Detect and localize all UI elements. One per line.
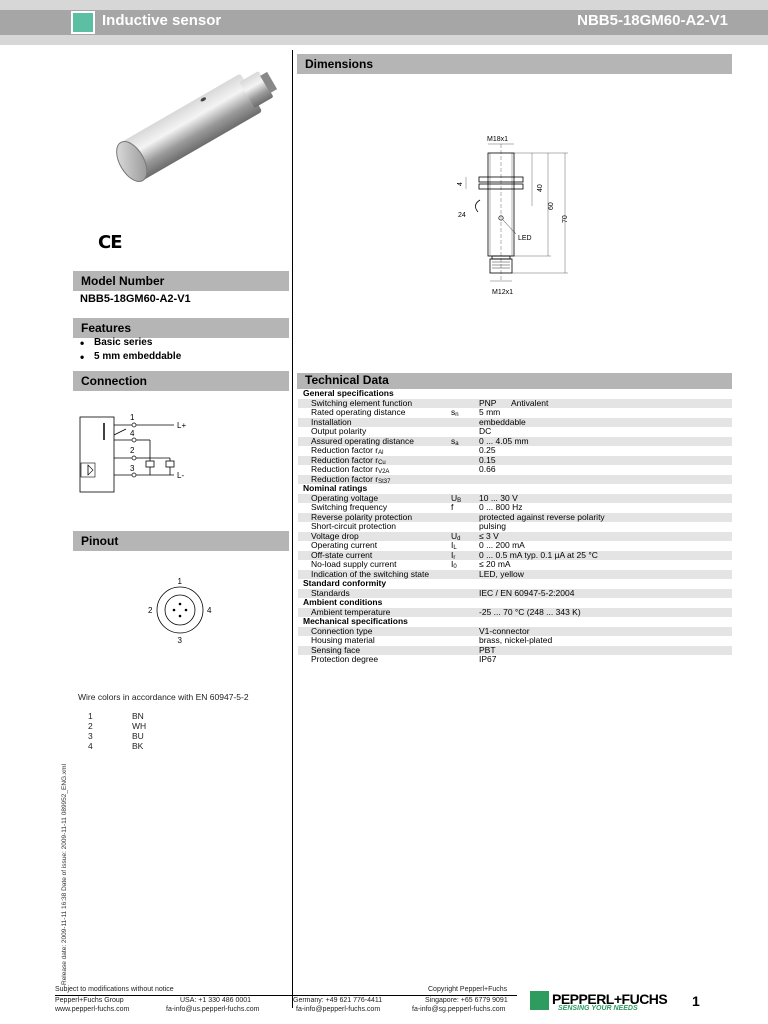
table-row: Operating voltage $U_B$ 10 ... 30 V [298,494,732,504]
table-row: Operating current $I_L$ 0 ... 200 mA [311,540,525,551]
table-category: General specifications [303,388,394,398]
dim-40-label: 40 [537,184,544,192]
technical-data-table [298,389,732,665]
table-row: 1 BN [88,711,144,721]
wrench-label: 24 [458,212,466,219]
footer-usa-email[interactable]: fa-info@us.pepperl-fuchs.com [166,1006,260,1013]
table-row: Output polarity DC [311,426,492,436]
brand-icon [530,991,549,1010]
features-list [80,337,181,365]
table-row: Voltage drop $U_d$ ≤ 3 V [298,532,732,542]
terminal-1-label: 1 [130,413,135,422]
terminal-4-label: 4 [130,429,135,438]
header-square-icon [71,11,95,34]
dim-60-label: 60 [548,202,555,210]
thread-bottom-label: M12x1 [492,289,514,296]
section-model-number: Model Number [73,271,289,291]
dim-4-label: 4 [457,182,464,186]
table-row: Short-circuit protection pulsing [311,521,506,531]
table-row: Connection type V1-connector [298,627,732,637]
header-top-band [0,0,768,10]
section-dimensions: Dimensions [297,54,732,74]
pinout-diagram [140,574,220,646]
dimension-drawing [452,130,592,300]
table-row: 4 BK [88,741,144,751]
supply-negative-label: L- [177,471,185,480]
model-number-value: NBB5-18GM60-A2-V1 [80,293,191,305]
table-row: Reduction factor $r_{Al}$ 0.25 [311,445,496,456]
column-divider [292,50,293,1008]
header-bottom-band [0,35,768,45]
footer-singapore-email[interactable]: fa-info@sg.pepperl-fuchs.com [412,1006,506,1013]
pin-3-label: 3 [177,636,182,645]
table-category: Ambient conditions [303,597,383,607]
table-row: Assured operating distance $s_a$ 0 ... 4.05 mm [298,437,732,447]
terminal-2-label: 2 [130,446,135,455]
table-row: Off-state current $I_r$ 0 ... 0.5 mA typ. 0.1 µA at 25 °C [298,551,732,561]
pin-2-label: 2 [148,606,153,615]
table-row: Reduction factor $r_{Cu}$ 0.15 [298,456,732,466]
pin-4-label: 4 [207,606,212,615]
table-row: 3 BU [88,731,144,741]
feature-item: • Basic series [80,337,181,351]
table-row: Installation embeddable [298,418,732,428]
table-row: Reduction factor $r_{V2A}$ 0.66 [311,464,496,475]
header-model: NBB5-18GM60-A2-V1 [577,12,728,29]
footer-divider [55,995,517,996]
table-row: Ambient temperature -25 ... 70 °C (248 ... 343 K) [298,608,732,618]
table-row: Switching element function PNP Antivalent [298,399,732,409]
feature-item: • 5 mm embeddable [80,351,181,365]
dim-70-label: 70 [562,215,569,223]
ce-mark-icon: CE [98,232,122,253]
table-row: Housing material brass, nickel-plated [311,635,553,645]
table-category: Nominal ratings [303,483,368,493]
table-row: Reduction factor $r_{St37}$ [298,475,732,485]
section-connection: Connection [73,371,289,391]
page-number: 1 [692,993,700,1009]
footer-copyright: Copyright Pepperl+Fuchs [428,986,508,993]
wire-color-table [88,711,172,751]
wire-color-note: Wire colors in accordance with EN 60947-5-2 [78,692,249,702]
page-header [0,0,768,45]
footer-web-link[interactable]: www.pepperl-fuchs.com [55,1006,130,1013]
footer-germany-phone: Germany: +49 621 776-4411 [293,997,383,1004]
pin-1-label: 1 [177,577,182,586]
table-row: Sensing face PBT [298,646,732,656]
release-info-text: Release date: 2009-11-11 16:38 Date of issue: 2009-11-11 089952_ENG.xml [61,763,68,985]
led-label: LED [518,235,532,242]
brand-name: PEPPERL+FUCHS [552,991,668,1007]
footer-usa-phone: USA: +1 330 486 0001 [180,997,252,1004]
connection-diagram [70,405,290,500]
footer-germany-email[interactable]: fa-info@pepperl-fuchs.com [296,1006,381,1013]
terminal-3-label: 3 [130,464,135,473]
supply-positive-label: L+ [177,421,187,430]
section-features: Features [73,318,289,338]
table-row: Indication of the switching state LED, yellow [298,570,732,580]
brand-tagline: SENSING YOUR NEEDS [558,1005,638,1012]
pepperl-fuchs-logo [530,990,680,1016]
table-row: No-load supply current $I_0$ ≤ 20 mA [311,559,511,570]
section-pinout: Pinout [73,531,289,551]
footer-subject: Subject to modifications without notice [55,986,174,993]
table-row: Standards IEC / EN 60947-5-2:2004 [298,589,732,599]
table-row: Reverse polarity protection protected against reverse polarity [298,513,732,523]
sensor-product-image [100,55,290,195]
page-title: Inductive sensor [102,12,222,29]
footer-singapore-phone: Singapore: +65 6779 9091 [425,997,508,1004]
table-category: Mechanical specifications [303,616,408,626]
table-row: 2 WH [88,721,147,731]
footer-group: Pepperl+Fuchs Group [55,997,124,1004]
table-category: Standard conformity [303,578,387,588]
section-technical-data: Technical Data [297,373,732,389]
table-row: Switching frequency f 0 ... 800 Hz [311,502,523,512]
thread-top-label: M18x1 [487,136,509,143]
table-row: Rated operating distance $s_n$ 5 mm [311,407,501,418]
table-row: Protection degree IP67 [311,654,497,664]
